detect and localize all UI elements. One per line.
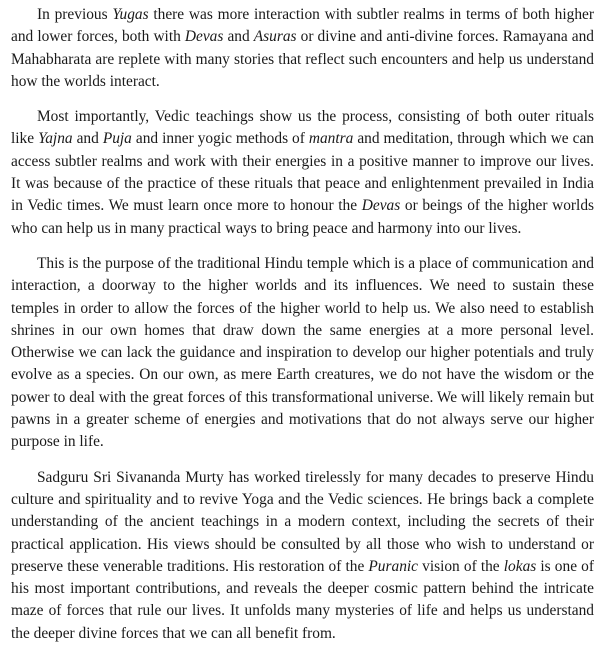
paragraph-4 [11,467,594,645]
text-run: and [223,28,254,46]
paragraph-2 [11,106,594,240]
italic-term: Yugas [112,6,149,23]
text-run: In previous [37,6,113,23]
text-run: and meditation, through which we can access subtler realms and work with their energies in a positive manner to improve our lives. It was because of the practice of these rituals that peace and enlightenment prevailed in India in Vedic times. We must learn once more to honour the [11,130,594,215]
text-run: vision of the [418,557,504,575]
italic-term: mantra [308,130,354,148]
text-run: or beings of the higher worlds who can help us in many practical ways to bring peace and harmony into our lives. [11,197,594,237]
italic-term: Devas [361,197,401,215]
italic-term: Puja [102,130,132,148]
paragraph-3 [11,253,594,454]
italic-term: Asuras [253,28,297,46]
text-run: Most importantly, Vedic teachings show us the process, consisting of both outer rituals like [11,108,594,148]
italic-term: lokas [503,557,537,575]
italic-term: Yajna [38,130,73,148]
text-run: there was more interaction with subtler realms in terms of both higher and lower forces, both with [11,6,594,46]
italic-term: Devas [184,28,224,46]
text-run: is one of his most important contributions, and reveals the deeper cosmic pattern behind the intricate maze of forces that rule our lives. It unfolds many mysteries of life and helps us understand the deeper divine forces that we can all benefit from. [11,557,594,642]
text-run: Sadguru Sri Sivananda Murty has worked tirelessly for many decades to preserve Hindu culture and spirituality and to revive Yoga and the Vedic sciences. He brings back a complete understanding of the ancient teachings in a modern context, including the secrets of their practical application. His views should be consulted by all those who wish to understand or preserve these venerable traditions. His restoration of the [11,468,594,575]
text-run: and inner yogic methods of [131,130,309,148]
italic-term: Puranic [368,557,418,575]
paragraph-1 [11,4,594,93]
text-run: and [72,130,103,148]
text-run: This is the purpose of the traditional Hindu temple which is a place of communication and interaction, a doorway to the higher worlds and its influences. We need to sustain these temples in order to allow the forces of the higher world to help us. We also need to establish shrines in our own homes that draw down the same energies at a more personal level. Otherwise we can lack the guidance and inspiration to develop our higher potentials and truly evolve as a species. On our own, as mere Earth creatures, we do not have the wisdom or the power to deal with the great forces of this transformational universe. We will likely remain but pawns in a greater scheme of energies and motivations that do not always serve our higher purpose in life. [11,254,594,451]
text-run: or divine and anti-divine forces. Ramayana and Mahabharata are replete with many stories that reflect such encounters and help us understand how the worlds interact. [11,28,594,90]
